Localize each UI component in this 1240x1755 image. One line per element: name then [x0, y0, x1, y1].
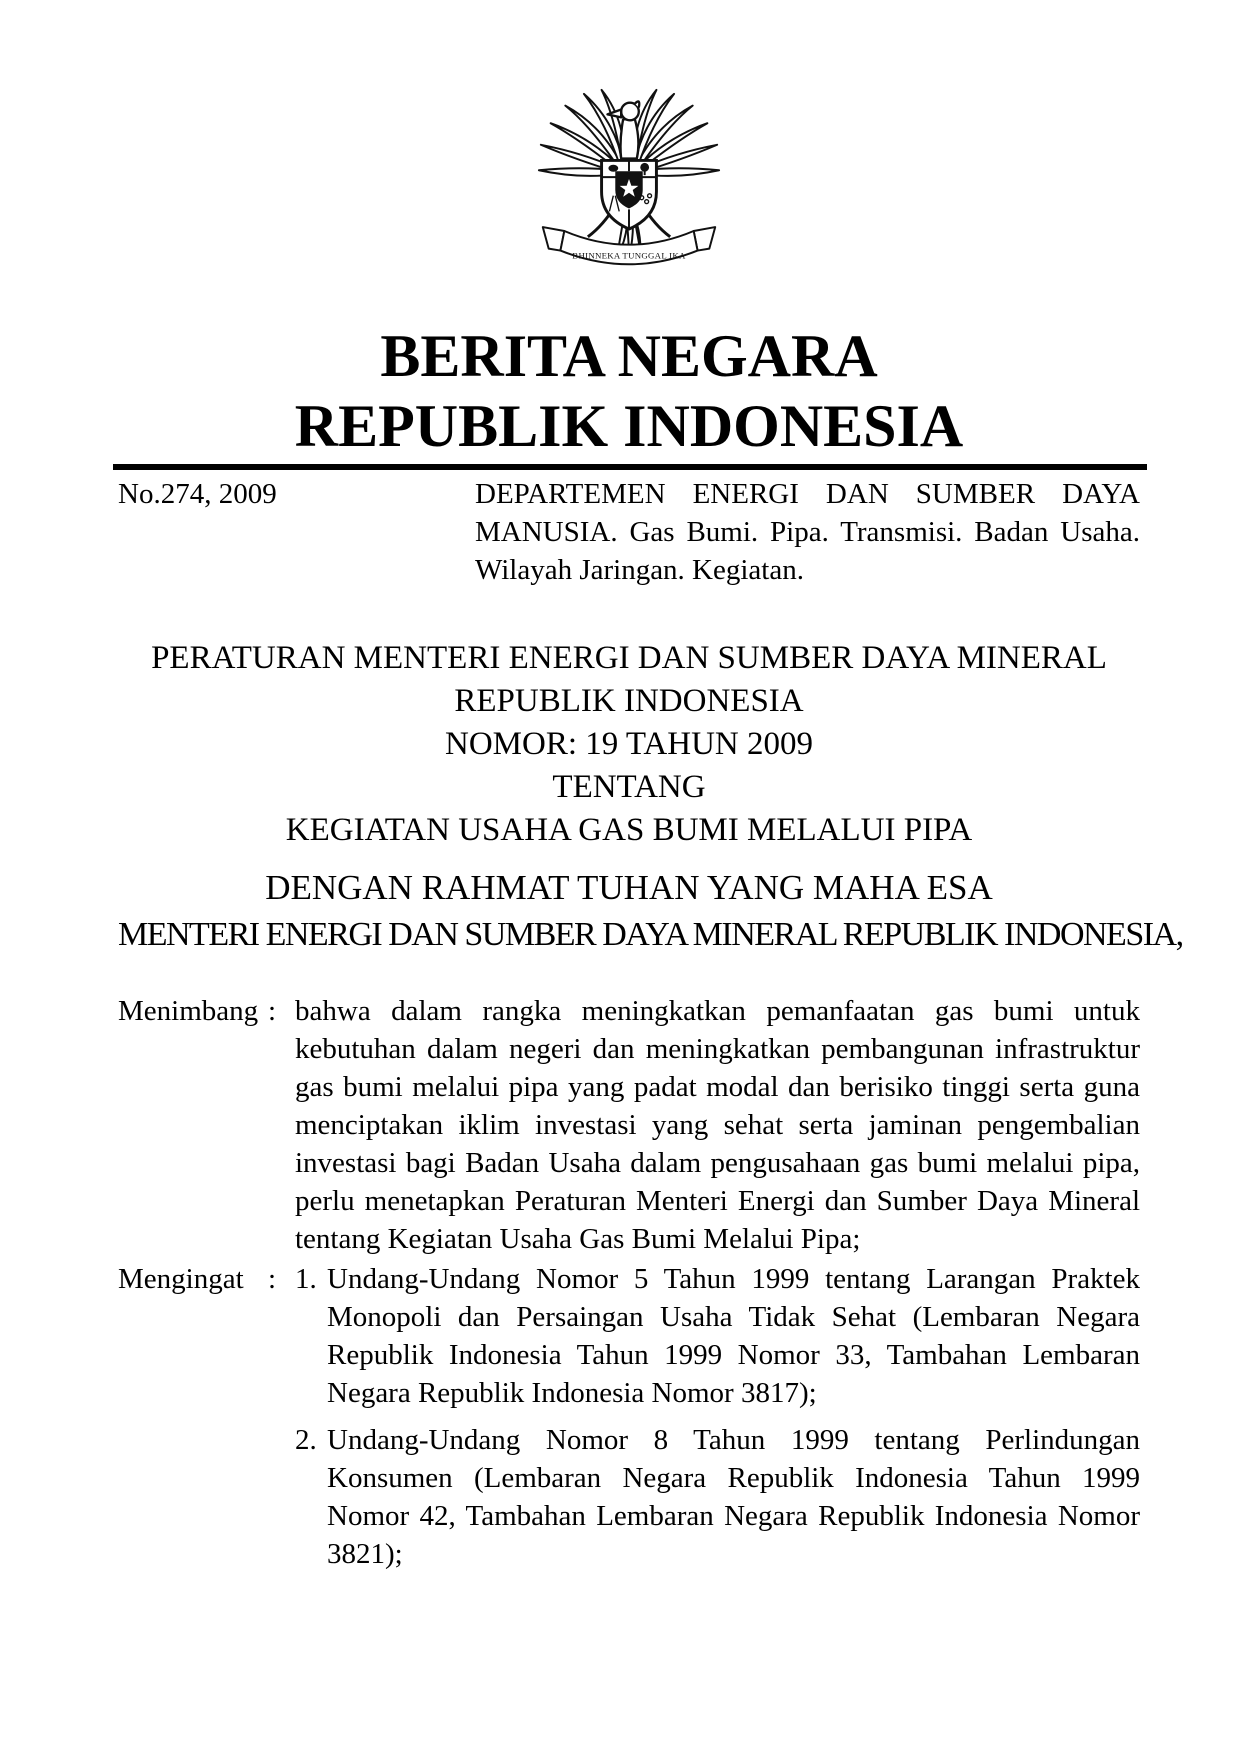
masthead-title — [118, 321, 1140, 461]
gazette-header — [118, 475, 1140, 589]
garuda-icon — [531, 86, 727, 278]
recalling-item-2 — [295, 1421, 1140, 1573]
masthead-line2: REPUBLIK INDONESIA — [294, 393, 964, 459]
garuda-pancasila-emblem — [531, 86, 727, 278]
regulation-title-line2: REPUBLIK INDONESIA — [454, 683, 804, 719]
considering-colon: : — [268, 995, 277, 1027]
recalling-item-1-text: Undang-Undang Nomor 5 Tahun 1999 tentang Larangan Praktek Monopoli dan Persaingan Usaha Tidak Sehat (Lembaran Negara Republik Indonesia Tahun 1999 Nomor 33, Tambahan Lembaran Negara Republik Indonesia Nomor 3817); — [327, 1263, 1140, 1409]
considering-section — [118, 992, 1140, 1258]
recalling-section — [118, 1260, 1140, 1573]
considering-text: bahwa dalam rangka meningkatkan pemanfaatan gas bumi untuk kebutuhan dalam negeri dan meningkatkan pembangunan infrastruktur gas bumi melalui pipa yang padat modal dan berisiko tinggi serta guna menciptakan iklim investasi yang sehat serta jaminan pengembalian investasi bagi Badan Usaha dalam pengusahaan gas bumi melalui pipa, perlu menetapkan Peraturan Menteri Energi dan Sumber Daya Mineral tentang Kegiatan Usaha Gas Bumi Melalui Pipa; — [295, 995, 1140, 1255]
regulation-title-line5: KEGIATAN USAHA GAS BUMI MELALUI PIPA — [285, 812, 973, 848]
regulation-title-line1: PERATURAN MENTERI ENERGI DAN SUMBER DAYA MINERAL — [151, 640, 1107, 676]
recalling-item-2-number: 2. — [295, 1424, 317, 1456]
recalling-label: Mengingat — [118, 1263, 244, 1295]
regulation-title — [118, 637, 1140, 852]
recalling-item-1-number: 1. — [295, 1263, 317, 1295]
authority-line: MENTERI ENERGI DAN SUMBER DAYA MINERAL REPUBLIK INDONESIA, — [118, 916, 1183, 953]
considering-label: Menimbang — [118, 995, 259, 1027]
recalling-list — [295, 1260, 1140, 1573]
recalling-item-1 — [295, 1260, 1140, 1412]
recalling-item-2-text: Undang-Undang Nomor 8 Tahun 1999 tentang Perlindungan Konsumen (Lembaran Negara Republik Indonesia Tahun 1999 Nomor 42, Tambahan Lembaran Negara Republik Indonesia Nomor 3821); — [327, 1424, 1140, 1570]
emblem-motto: BHINNEKA TUNGGAL IKA — [572, 250, 686, 261]
recalling-colon: : — [268, 1263, 277, 1295]
regulation-title-line3: NOMOR: 19 TAHUN 2009 — [444, 726, 813, 762]
masthead-line1: BERITA NEGARA — [380, 323, 878, 389]
regulation-title-line4: TENTANG — [552, 769, 706, 805]
invocation-line: DENGAN RAHMAT TUHAN YANG MAHA ESA — [265, 868, 993, 907]
gazette-abstract: DEPARTEMEN ENERGI DAN SUMBER DAYA MANUSIA. Gas Bumi. Pipa. Transmisi. Badan Usaha. Wilayah Jaringan. Kegiatan. — [475, 478, 1140, 586]
gazette-number: No.274, 2009 — [118, 478, 277, 510]
masthead-rule — [113, 464, 1147, 470]
